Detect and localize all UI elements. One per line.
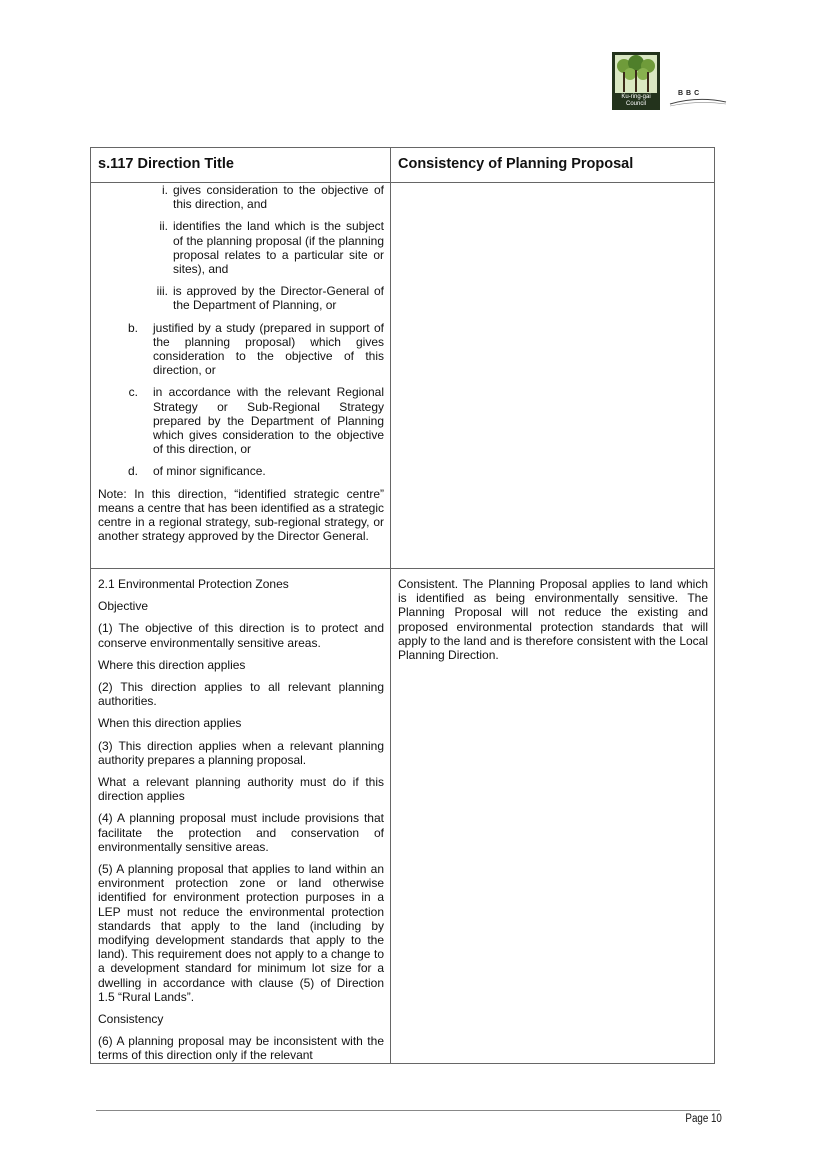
footer-divider	[96, 1110, 720, 1111]
list-item	[98, 385, 384, 456]
direction-title: 2.1 Environmental Protection Zones	[98, 577, 289, 591]
list-marker: c.	[128, 385, 138, 400]
list-item-text: in accordance with the relevant Regional Strategy or Sub-Regional Strategy prepared by the Department of Planning which gives consideration to the objective of this direction, or	[153, 385, 384, 457]
list-item-text: identifies the land which is the subject of the planning proposal (if the planning proposal relates to a particular site or sites), and	[173, 219, 384, 277]
paragraph: (1) The objective of this direction is to protect and conserve environmentally sensitive areas.	[98, 621, 384, 650]
list-marker: i.	[162, 183, 168, 197]
section-heading: Consistency	[98, 1012, 164, 1027]
list-marker: ii.	[159, 219, 168, 234]
list-item	[98, 219, 384, 276]
list-marker: iii.	[156, 284, 168, 299]
consistency-header: Consistency of Planning Proposal	[391, 148, 715, 183]
direction-title-header: s.117 Direction Title	[91, 148, 391, 183]
paragraph: (4) A planning proposal must include provisions that facilitate the protection and conservation of environmentally sensitive areas.	[98, 811, 384, 854]
list-item-text: gives consideration to the objective of this direction, and	[173, 183, 384, 212]
paragraph: (5) A planning proposal that applies to land within an environment protection zone or land otherwise identified for environment protection purposes in a LEP must not reduce the environmental protection standards that apply to the land (including by modifying development standards that apply to the land). This requirement does not apply to a change to a development standard for minimum lot size for a dwelling in accordance with clause (5) of Direction 1.5 “Rural Lands”.	[98, 862, 384, 1004]
table-row	[91, 183, 715, 569]
page-number: Page 10	[685, 1113, 722, 1125]
list-item	[98, 183, 384, 211]
bbc-swoosh-icon	[668, 90, 728, 114]
table-row	[91, 569, 715, 1064]
list-item-text: is approved by the Director-General of the Department of Planning, or	[173, 284, 384, 313]
s117-direction-table	[90, 147, 715, 1064]
list-item-text: of minor significance.	[153, 464, 266, 479]
direction-cell	[91, 569, 391, 1064]
bbc-logo-text: BBC	[678, 90, 703, 97]
list-marker: b.	[127, 320, 138, 335]
council-logo-text: Ku-ring-gai Council	[621, 94, 651, 107]
paragraph: (3) This direction applies when a relevant planning authority prepares a planning proposal.	[98, 738, 384, 767]
section-heading: Objective	[98, 599, 149, 614]
consistency-cell	[391, 183, 715, 569]
council-logo	[612, 52, 660, 110]
paragraph: (2) This direction applies to all relevant planning authorities.	[98, 680, 384, 709]
note-paragraph: Note: In this direction, “identified strategic centre” means a centre that has been identified as a strategic centre in a regional strategy, sub-regional strategy, or another strategy approved by the Director General.	[98, 486, 384, 544]
list-item	[98, 284, 384, 312]
table-header-row	[91, 148, 715, 183]
consistency-text: Consistent. The Planning Proposal applies to land which is identified as being environmentally sensitive. The Planning Proposal will not reduce the existing and proposed environmental protection standards that will apply to the land and is therefore consistent with the Local Planning Direction.	[398, 577, 708, 663]
section-heading: What a relevant planning authority must do if this direction applies	[98, 775, 384, 804]
consistency-cell	[391, 569, 715, 1064]
list-item	[98, 321, 384, 378]
list-item-text: justified by a study (prepared in support of the planning proposal) which gives consideration to the objective of this direction, or	[153, 320, 384, 378]
section-heading: When this direction applies	[98, 716, 242, 731]
section-heading: Where this direction applies	[98, 657, 246, 672]
header-logos	[612, 52, 727, 114]
paragraph: (6) A planning proposal may be inconsistent with the terms of this direction only if the relevant	[98, 1034, 384, 1063]
bbc-logo	[668, 90, 728, 114]
list-item	[98, 464, 384, 478]
direction-cell	[91, 183, 391, 569]
list-marker: d.	[127, 464, 138, 479]
